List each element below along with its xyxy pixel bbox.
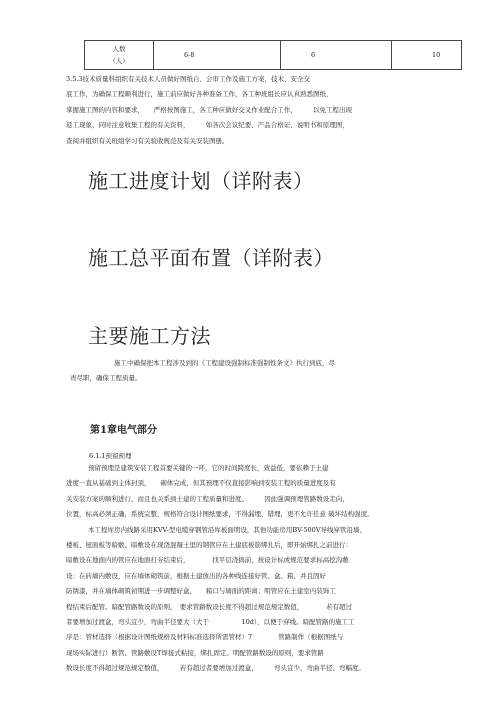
section-6-1-1-paragraph [66, 461, 444, 677]
methods-intro-paragraph [70, 356, 448, 387]
text-line: 掌握施工图的内容和要求， 严格按图施工，各工种应做好交叉作业配合工作， 以免工程出现 [66, 105, 352, 114]
row-label-line: 人数 [112, 45, 126, 53]
table-cell: 6 [281, 41, 392, 70]
text-line: 程结束后配管。暗配管路数设的原则， 要求管路数设长度不得超过规范规定数值， 若有超过 [66, 602, 352, 611]
text-line: 关安装方案的顺利进行，而且也关系到土建的工程质量和进度。 因此强调预埋管路数设走向、 [66, 494, 349, 503]
table-cell: 6-8 [154, 41, 281, 70]
text-line: 者要增加过渡盒，弯头宜少，弯曲半径要大（大于 10d），以便于穿线。暗配管路的施工工 [66, 618, 355, 627]
text-line: 底工作，为确保工程顺利进行，施工前应做好各种准备工作，各工种班组长应认真熟悉图纸， [66, 90, 333, 99]
text-line: 序是：管材选择（根据设计图纸规格及材料标准选择所需管材）7 管路制作（根据图纸与 [66, 633, 344, 642]
text-line: 责尽职，确保工程质量。 [70, 374, 142, 383]
table-cell: 10 [392, 41, 462, 70]
row-label-cell [85, 41, 154, 70]
section-title: 6.1.1预留预埋 [89, 452, 132, 460]
text-line: 本工程库房内线路采用KVV-型电缆穿钢管沿库板面明设，其他功能房用BV-500V导线穿管沿墙、 [88, 525, 367, 534]
text-line: 数设长度不得超过规范规定数值， 若有超过者要增加过渡盒， 弯头宜少，弯曲半径、弯幅度。 [66, 664, 365, 673]
row-label-line: （人） [109, 57, 129, 65]
heading-methods: 主要施工方法 [88, 324, 211, 348]
text-line: 防锈漆，并在墙体砌筑初期进一步调整好盒、 箱口与墙面的距离；明管应在土建室内装饰工 [66, 587, 336, 596]
heading-site-plan: 施工总平面布置（详附表） [88, 246, 334, 270]
text-line: 位置，标高必须正确，系统完整，规格符合设计图纸要求，不得漏埋、错埋，更不允许任意 破坏结构强度。 [66, 510, 374, 519]
chapter-title: 第1章电气部分 [90, 425, 157, 436]
text-line: 设：在砖墙内敷设，应在墙体砌筑前，根据土建放出的各种线连接好管、盒、箱，并且固好 [66, 571, 326, 580]
text-line: 预留预埋是建筑安装工程首要关键的一环，它的时间跨度长，效益低，要依赖于土建 [88, 464, 329, 472]
section-3-5-3-paragraph [66, 72, 444, 149]
text-line: 3.5.3技术质量科组织有关技术人员做好图纸自、会审工作及施工方案，技术、安全交 [66, 75, 311, 83]
text-line: 楼板、屋面板等暗敷。暗敷设在现浇混凝土里的钢管应在土建底板筋绑扎后，即开始绑扎之前进行： [66, 541, 352, 550]
staffing-table [84, 40, 462, 70]
table-row [85, 41, 462, 70]
heading-schedule: 施工进度计划（详附表） [88, 169, 314, 193]
text-line: 现场实际进行）断管、管路敷设T焊接式粘接，绑扎固定。明配管路数设的原则，要求管路 [66, 648, 324, 657]
text-line: 返工现象，同时注意收集工程的有关资料， 如各次会议纪要、产品合格证、说明书和原理图， [66, 121, 349, 130]
text-line: 暗敷设在地面内的管应在地面打夯结束后， 找平层浇捣前，按设计标或规范要求标高挖沟敷 [66, 556, 349, 565]
text-line: 查阅并组织有关班组学习有关验收规范及有关安装图册。 [66, 136, 229, 145]
text-line: 施工中确保把本工程涉及到的《工程建设强制标准强制性条文》执行到底，尽 [114, 359, 335, 367]
text-line: 进度一直从基础到主体封顶， 砌体完成，但其预埋不仅直接影响到安装工程的质量进度及有 [66, 479, 336, 488]
